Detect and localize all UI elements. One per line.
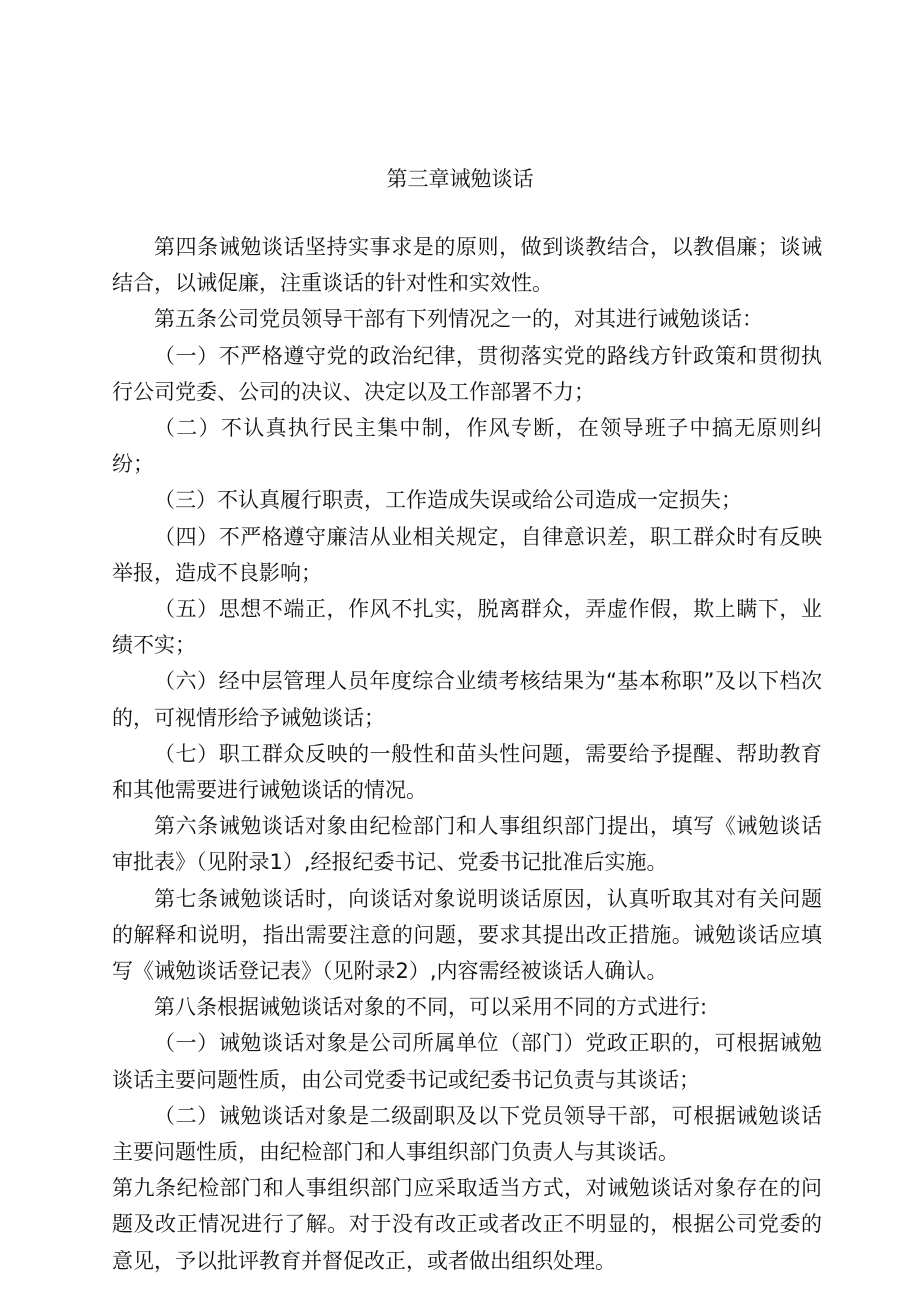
- article-5-item-6: （六）经中层管理人员年度综合业绩考核结果为“基本称职”及以下档次的，可视情形给予诫勉谈话；: [112, 669, 822, 730]
- article-4: 第四条诫勉谈话坚持实事求是的原则，做到谈教结合，以教倡廉；谈诫结合，以诫促廉，注重谈话的针对性和实效性。: [112, 235, 822, 296]
- article-8: 第八条根据诫勉谈话对象的不同，可以采用不同的方式进行:: [154, 995, 708, 1020]
- article-5-item-1: （一）不严格遵守党的政治纪律，贯彻落实党的路线方针政策和贯彻执行公司党委、公司的决议、决定以及工作部署不力；: [112, 343, 822, 404]
- document-body: [112, 229, 822, 1279]
- article-5-item-4: （四）不严格遵守廉洁从业相关规定，自律意识差，职工群众时有反映举报，造成不良影响；: [112, 524, 822, 585]
- article-5-item-3: （三）不认真履行职责，工作造成失误或给公司造成一定损失；: [154, 488, 742, 513]
- article-8-item-1: （一）诫勉谈话对象是公司所属单位（部门）党政正职的，可根据诫勉谈话主要问题性质，由公司党委书记或纪委书记负责与其谈话；: [112, 1031, 822, 1092]
- article-5-item-2: （二）不认真执行民主集中制，作风专断，在领导班子中搞无原则纠纷；: [112, 416, 822, 477]
- article-8-item-2: （二）诫勉谈话对象是二级副职及以下党员领导干部，可根据诫勉谈话主要问题性质，由纪检部门和人事组织部门负责人与其谈话。: [112, 1103, 822, 1165]
- article-5-item-5: （五）思想不端正，作风不扎实，脱离群众，弄虚作假，欺上瞒下，业绩不实；: [112, 597, 822, 658]
- article-6: 第六条诫勉谈话对象由纪检部门和人事组织部门提出，填写《诫勉谈话审批表》（见附录1）,经报纪委书记、党委书记批准后实施。: [112, 814, 822, 875]
- article-5: 第五条公司党员领导干部有下列情况之一的，对其进行诫勉谈话：: [154, 307, 763, 332]
- article-5-item-7: （七）职工群众反映的一般性和苗头性问题，需要给予提醒、帮助教育和其他需要进行诫勉谈话的情况。: [112, 741, 822, 803]
- chapter-title: 第三章诫勉谈话: [386, 167, 534, 191]
- article-9: 第九条纪检部门和人事组织部门应采取适当方式，对诫勉谈话对象存在的问题及改正情况进行了解。对于没有改正或者改正不明显的，根据公司党委的意见，予以批评教育并督促改正，或者做出组织处理。: [112, 1176, 822, 1273]
- article-7: 第七条诫勉谈话时，向谈话对象说明谈话原因，认真听取其对有关问题的解释和说明，指出需要注意的问题，要求其提出改正措施。诫勉谈话应填写《诫勉谈话登记表》（见附录2）,内容需经被谈话人确认。: [112, 886, 822, 984]
